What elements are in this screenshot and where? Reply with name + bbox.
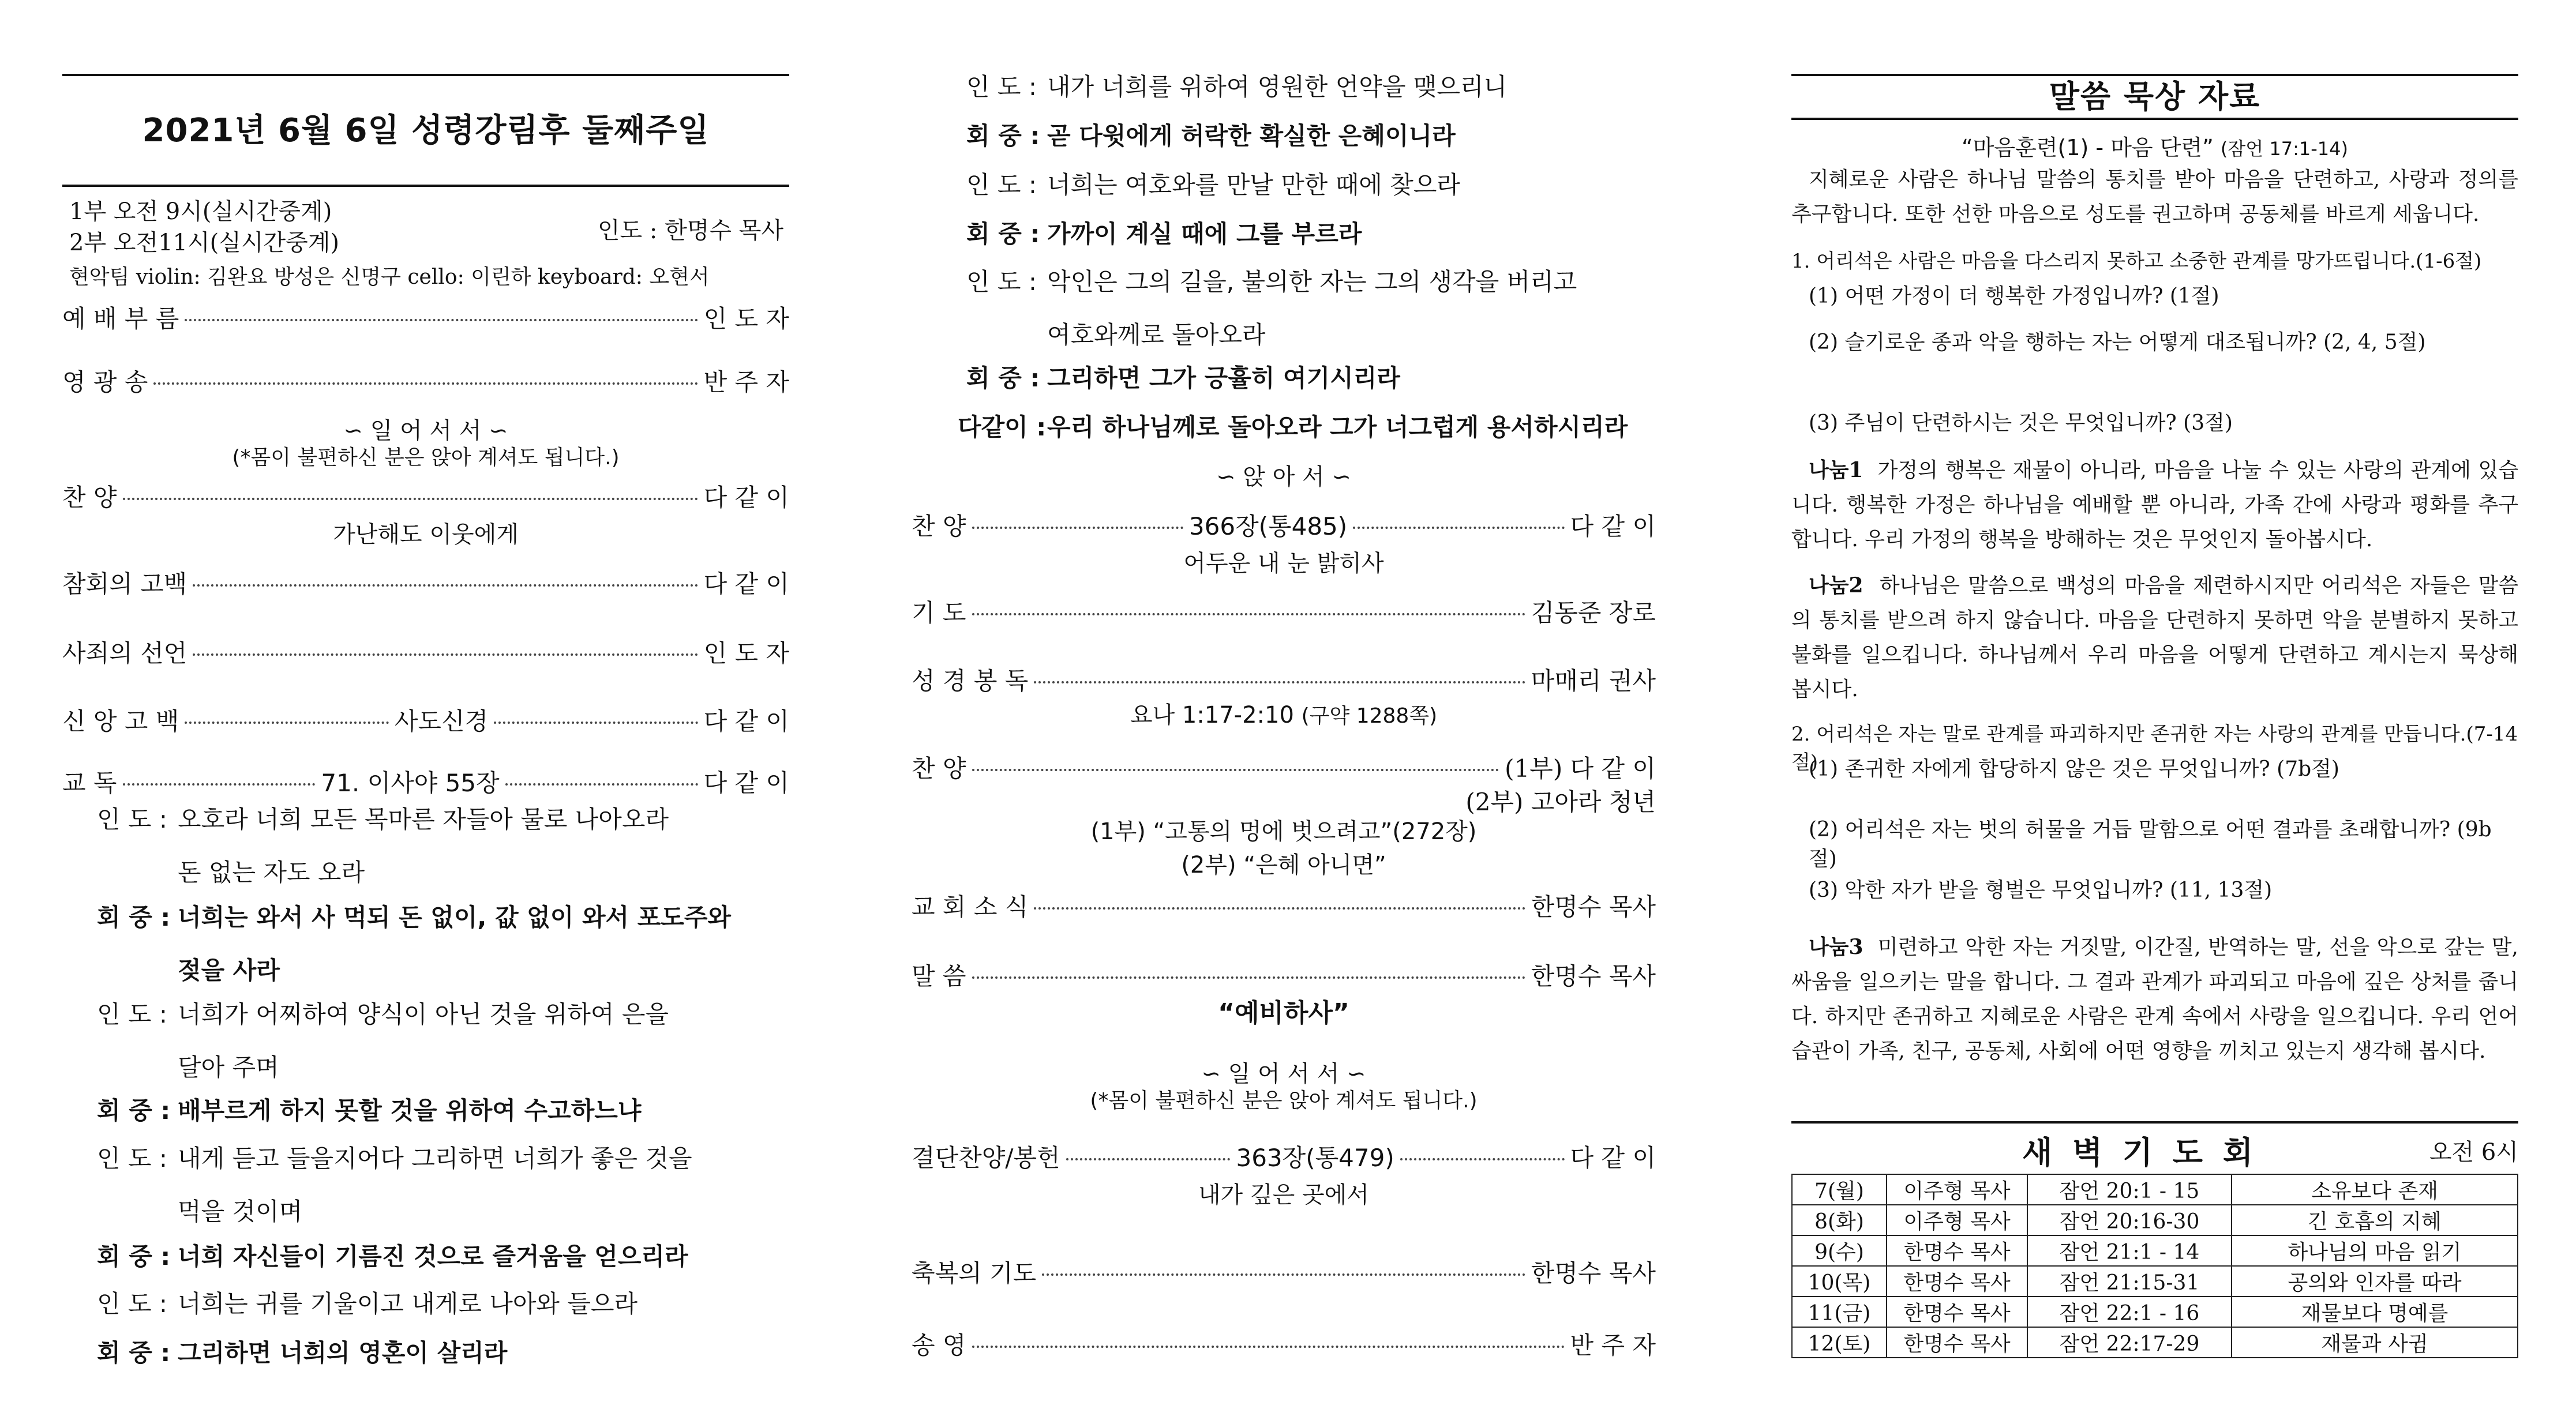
dawn-prayer-time: 오전 6시: [2429, 1139, 2518, 1166]
reading-cont: 돈 없는 자도 오라: [178, 858, 365, 886]
scripture-ref: 요나 1:17-2:10 (구약 1288쪽): [1130, 702, 1438, 728]
reading-cont: 여호와께로 돌아오라: [1047, 321, 1266, 349]
reading-line: 회 중 : 그리하면 그가 긍휼히 여기시리라: [966, 364, 1400, 392]
top-rule: [62, 74, 789, 76]
dawn-prayer-header: [1791, 1121, 2518, 1171]
reading-line: 인 도 : 악인은 그의 길을, 불의한 자는 그의 생각을 버리고: [966, 268, 1577, 296]
order-of-worship-left: [62, 0, 789, 1424]
meditation-material: [1791, 0, 2518, 1424]
sermon-title: “예비하사”: [1218, 998, 1349, 1028]
share-2: 나눔2 하나님은 말씀으로 백성의 마음을 제련하시지만 어리석은 자들은 말씀의 통치를 받으려 하지 않습니다. 마음을 단련하지 못하면 악을 분별하지 못하고 불화를 일으킵니다. 하나님께서 우리 마음을 어떻게 단련하고 계시는지 묵상해 봅시다.: [1791, 573, 2519, 701]
share-3: 나눔3 미련하고 악한 자는 거짓말, 이간질, 반역하는 말, 선을 악으로 갚는 말, 싸움을 일으키는 말을 합니다. 그 결과 관계가 파괴되고 마음에 깊은 상처를 줍니다. 하지만 존귀하고 지혜로운 사람은 관계 속에서 사랑을 일으킵니다. 우리 언어 습관이 가족, 친구, 공동체, 사회에 어떤 영향을 끼치고 있는지 생각해 봅시다.: [1791, 935, 2518, 1063]
sermon: 말 씀 한명수 목사: [912, 962, 1656, 990]
dedication-title: 내가 깊은 곳에서: [1198, 1182, 1369, 1208]
stand-instruction: ∽ 일 어 서 서 ∽: [1201, 1061, 1366, 1087]
reading-cont: 달아 주며: [178, 1053, 279, 1081]
service-time-1: 1부 오전 9시(실시간중계): [69, 198, 332, 225]
reading-line: 회 중 : 너희는 와서 사 먹되 돈 없이, 값 없이 와서 포도주와: [97, 903, 731, 931]
gloria: 영 광 송 반 주 자: [62, 368, 789, 396]
reading-line: 인 도 : 너희는 귀를 기울이고 내게로 나아와 들으라: [97, 1290, 638, 1318]
share-1: 나눔1 가정의 행복은 재물이 아니라, 마음을 나눌 수 있는 사랑의 관계에 있습니다. 행복한 가정은 하나님을 예배할 뿐 아니라, 가족 간에 사랑과 평화를 추구합니다. 우리 가정의 행복을 방해하는 것은 무엇인지 돌아봅시다.: [1791, 458, 2519, 551]
scripture-reading: 성 경 봉 독 마매리 권사: [912, 667, 1656, 695]
page-title: 2021년 6월 6일 성령강림후 둘째주일: [142, 112, 710, 149]
question: (3) 주님이 단련하시는 것은 무엇입니까? (3절): [1809, 411, 2233, 435]
reading-cont: 젖을 사라: [178, 956, 280, 985]
reading-line: 인 도 : 너희는 여호와를 만날 만한 때에 찾으라: [966, 171, 1460, 199]
anthem-title-2: (2부) “은혜 아니면”: [1181, 852, 1386, 878]
reading-line: 인 도 : 내게 듣고 들을지어다 그리하면 너희가 좋은 것을: [97, 1144, 692, 1173]
table-row: 9(수) 한명수 목사 잠언 21:1 - 14 하나님의 마음 읽기: [1792, 1235, 2518, 1266]
dawn-prayer-title: 새 벽 기 도 회: [2022, 1134, 2258, 1171]
postlude: 송 영 반 주 자: [912, 1331, 1656, 1359]
reading-line: 회 중 : 곧 다윗에게 허락한 확실한 은혜이니라: [966, 122, 1456, 150]
intro-paragraph: 지혜로운 사람은 하나님 말씀의 통치를 받아 마음을 단련하고, 사랑과 정의를 추구합니다. 또한 선한 마음으로 성도를 권고하며 공동체를 바르게 세웁니다.: [1791, 168, 2518, 226]
table-row: 8(화) 이주형 목사 잠언 20:16-30 긴 호흡의 지혜: [1792, 1205, 2518, 1235]
call-to-worship: 예 배 부 름 인 도 자: [62, 305, 789, 333]
reading-line-all: 다같이 :우리 하나님께로 돌아오라 그가 너그럽게 용서하시리라: [958, 413, 1628, 441]
section-1-heading: 1. 어리석은 사람은 마음을 다스리지 못하고 소중한 관계를 망가뜨립니다.(1-6절): [1791, 250, 2482, 273]
reading-line: 인 도 : 오호라 너희 모든 목마른 자들아 물로 나아오라: [97, 805, 669, 833]
confession: 참회의 고백 다 같 이: [62, 570, 789, 598]
title-rule: [62, 185, 789, 187]
table-row: 7(월) 이주형 목사 잠언 20:1 - 15 소유보다 존재: [1792, 1174, 2518, 1205]
reading-line: 회 중 : 너희 자신들이 기름진 것으로 즐거움을 얻으리라: [97, 1242, 688, 1271]
absolution: 사죄의 선언 인 도 자: [62, 639, 789, 667]
hymn-title: 가난해도 이웃에게: [333, 521, 519, 548]
meditation-title: 말씀 묵상 자료: [1791, 74, 2518, 120]
table-row: 12(토) 한명수 목사 잠언 22:17-29 재물과 사귐: [1792, 1327, 2518, 1358]
worship-leader: 인도 : 한명수 목사: [597, 217, 783, 244]
question: (3) 악한 자가 받을 형벌은 무엇입니까? (11, 13절): [1809, 878, 2273, 902]
reading-cont: 먹을 것이며: [178, 1197, 303, 1226]
creed: 신 앙 고 백 사도신경 다 같 이: [62, 707, 789, 735]
dawn-prayer-table: [1791, 1174, 2518, 1358]
stand-note: (*몸이 불편하신 분은 앉아 계셔도 됩니다.): [232, 446, 620, 469]
question: (1) 어떤 가정이 더 행복한 가정입니까? (1절): [1809, 284, 2219, 308]
question: (1) 존귀한 자에게 합당하지 않은 것은 무엇입니까? (7b절): [1809, 757, 2339, 781]
anthem-title-1: (1부) “고통의 멍에 벗으려고”(272장): [1090, 818, 1477, 845]
meditation-subtitle: “마음훈련(1) - 마음 단련” (잠언 17:1-14): [1961, 135, 2348, 160]
responsive-reading: 교 독 71. 이사야 55장 다 같 이: [62, 769, 789, 797]
church-news: 교 회 소 식 한명수 목사: [912, 893, 1656, 921]
hymn-title: 어두운 내 눈 밝히사: [1183, 550, 1384, 577]
section-2-heading: 2. 어리석은 자는 말로 관계를 파괴하지만 존귀한 자는 사랑의 관계를 만듭니다.(7-14절): [1791, 723, 2518, 774]
benediction: 축복의 기도 한명수 목사: [912, 1259, 1656, 1287]
music-team: 현악팀 violin: 김완요 방성은 신명구 cello: 이린하 keyboard: 오현서: [69, 265, 710, 289]
dedication-offering: 결단찬양/봉헌 363장(통479) 다 같 이: [912, 1144, 1656, 1172]
reading-line: 회 중 : 배부르게 하지 못할 것을 위하여 수고하느냐: [97, 1096, 642, 1125]
question: (2) 어리석은 자는 벗의 허물을 거듭 말함으로 어떤 결과를 초래합니까? (9b절): [1809, 818, 2492, 871]
reading-line: 회 중 : 가까이 계실 때에 그를 부르라: [966, 220, 1362, 248]
sit-instruction: ∽ 앉 아 서 ∽: [1216, 464, 1351, 490]
service-time-2: 2부 오전11시(실시간중계): [69, 230, 340, 256]
stand-note: (*몸이 불편하신 분은 앉아 계셔도 됩니다.): [1090, 1089, 1478, 1113]
anthem: 찬 양 (1부) 다 같 이: [912, 754, 1656, 783]
table-row: 10(목) 한명수 목사 잠언 21:15-31 공의와 인자를 따라: [1792, 1266, 2518, 1297]
order-of-worship-middle: [912, 0, 1656, 1424]
table-row: 11(금) 한명수 목사 잠언 22:1 - 16 재물보다 명예를: [1792, 1297, 2518, 1327]
prayer: 기 도 김동준 장로: [912, 599, 1656, 627]
reading-line: 회 중 : 그리하면 너희의 영혼이 살리라: [97, 1339, 508, 1367]
stand-instruction: ∽ 일 어 서 서 ∽: [343, 418, 508, 444]
reading-line: 인 도 : 내가 너희를 위하여 영원한 언약을 맺으리니: [966, 73, 1508, 101]
hymn: 찬 양 다 같 이: [62, 483, 789, 512]
hymn: 찬 양 366장(통485) 다 같 이: [912, 512, 1656, 540]
anthem-2nd-service: (2부) 고아라 청년: [1465, 788, 1656, 816]
question: (2) 슬기로운 종과 악을 행하는 자는 어떻게 대조됩니까? (2, 4, 5절): [1809, 330, 2426, 354]
reading-line: 인 도 : 너희가 어찌하여 양식이 아닌 것을 위하여 은을: [97, 1000, 669, 1028]
